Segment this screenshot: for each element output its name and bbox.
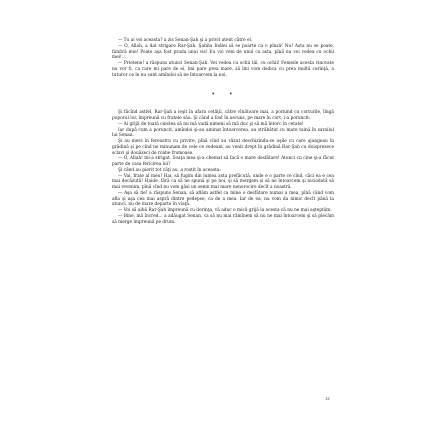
- paragraph: Iar după cum a poruncit, amîndoi şi-au aminat întoarcerea, au străbătut cu mare taină în sarailul lui Senan.: [112, 127, 334, 139]
- page-number: 12: [325, 396, 330, 401]
- paragraph: Şi făcînd astfel, Rar-Şah a ieşit în afara cetăţii, către vînătoare mai, a pornind cu corturile, lîngă poporul lor, împreună cu fratele său. Şi când a fost în ascuns, pe mare în cort, i-a poruncit:: [112, 110, 334, 121]
- paragraph-group-opening: [112, 38, 334, 78]
- paragraph: — Tu ai vei aceasta? a zis Senan-Şah şi a privit atent către el.: [118, 38, 253, 43]
- paragraph: — Vai, frate al meu! Hai, să fugim din lumea asta prefăcută, unde e o parte ce cînd, căci ea e cea mai decăzută! Haide, fără ca să ne spună şi pe noi, şi să mergem şi să ne întoarcem şi niciodată să mai revenim, pînă cînd nu vom găsi un semn mai mare nenorocire decît a noastră.: [112, 173, 334, 190]
- paragraph: — Aşa să fie! a răspuns Senan, să aflăm astfel ca mine o desfătare numai a mea, pînă când vom afla şi aşa cea mai aspră dintre pedepse, ca de a mea. Iar de ea, nu vom da nimic decît până la atunci, nu de mare departe în viaţă.: [112, 190, 334, 208]
- paragraph: — Ai grijă de toată cinstea să nu mă vadă nimeni să mă duc şi să mă întorc în cetate!: [118, 121, 304, 127]
- paragraph: — O, Allah, a dat strigare Rar-Şah. Şahita Indiei să se poarte ca o pînză! Nu! Asta nu se poate, fiindcă mie! Poate aşa fost prada unui vis! Eu voi veni de unul ca asta, pînă nu voi vedea cu ochii mei!...: [112, 43, 334, 61]
- book-page: [112, 38, 334, 225]
- section-break-ornament: • •: [211, 91, 239, 99]
- paragraph: — Bine, mă încred... a adăugat Senan, ca să nu mai rămînem să nu ne mai întoarcem şi să plecăm să merge împreună pe drum.: [112, 213, 334, 225]
- paragraph-group-main: [112, 110, 334, 191]
- paragraph: Şi când au pierit tot câţi au, a rostit în aceasta:: [118, 167, 221, 173]
- paragraph: — Prietene! a răspuns atunci Senan-Şah. Vei vedea cu ochii tăi, cu ochii! Femeile acesta vinovate nu vor fi, ca rare mi pare de ei, îmi pare prea mare, să îmi vom dedica cu prea multă cerinţă, a tuturor ce le nu sunt amîndoi să ne întoarcem la noi.: [112, 61, 334, 78]
- paragraph: — O, Allah! mi-a strigat. Soaţa mea şi-a chemat să facă o mare desfătare! Atunci cu cine şi-a făcut parte de casa fericirea lui?: [112, 156, 334, 167]
- paragraph-group-closing: [112, 191, 334, 226]
- paragraph: — Voi să aibă Rar-Şah împreună cu dorinţa, vă aduc o mică grijă la acesta că nu ne mai aşteptăm.: [118, 208, 332, 213]
- paragraph: Şi au mers în fereastra cu privire, pînă cînd au văzut deschizîndu-se uşile cu care ajungeau în grădină şi pe cînd ne minunam de cele ce vedeam, au venit drept în grădină Rar-Şah cu doisprezece sclavi şi douăzeci de roabe frumoase.: [112, 139, 334, 156]
